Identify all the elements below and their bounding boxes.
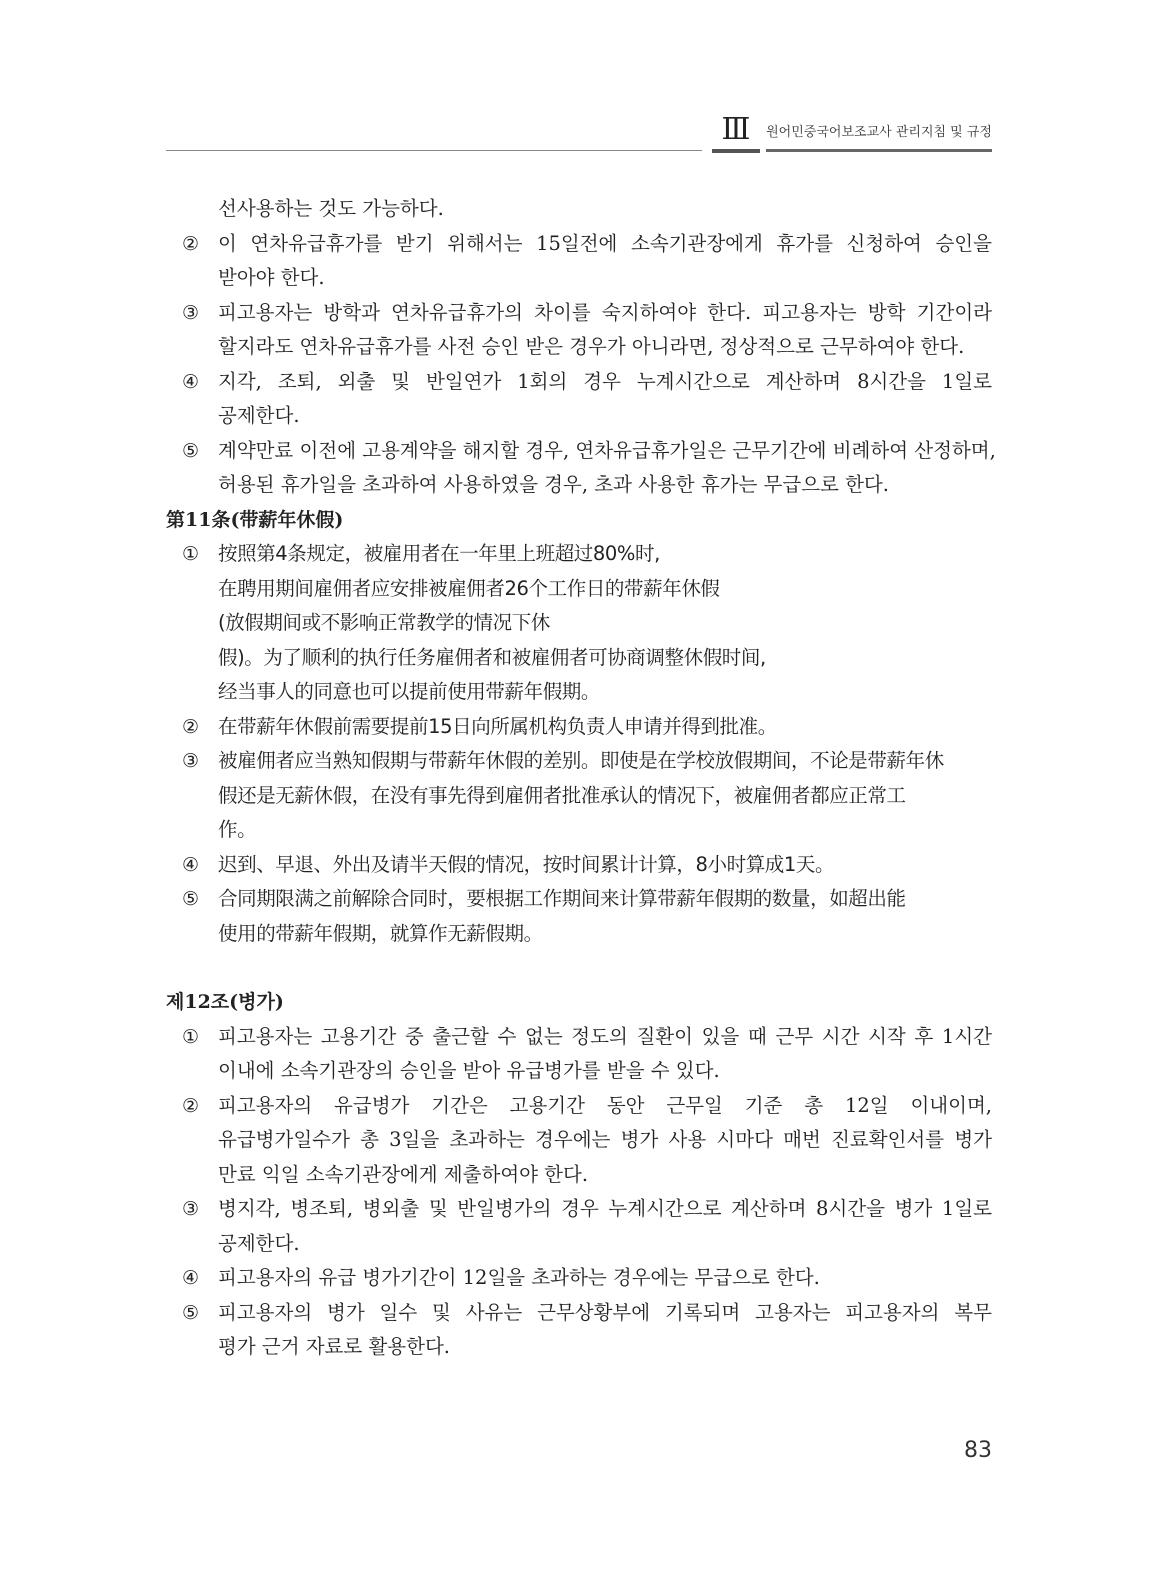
item-text-line: (放假期间或不影响正常教学的情况下休 <box>218 611 550 634</box>
item-number: ④ <box>182 370 200 393</box>
header-rule-right <box>766 149 992 152</box>
item-text-line: 받아야 한다. <box>218 266 325 289</box>
item-text-line: 피고용자의 유급병가 기간은 고용기간 동안 근무일 기준 총 12일 이내이며, <box>218 1093 992 1117</box>
article-11-heading: 第11条(带薪年休假) <box>166 508 344 531</box>
article-10-items <box>166 227 996 503</box>
item-text-line: 按照第4条规定，被雇用者在一年里上班超过80%时, <box>218 542 660 565</box>
item-number: ③ <box>182 301 200 324</box>
item-text-line: 공제한다. <box>218 404 300 427</box>
item-text-line: 作。 <box>218 818 257 841</box>
list-item <box>166 1089 992 1193</box>
page-content <box>166 192 996 1365</box>
page-number: 83 <box>964 1438 992 1463</box>
item-text-line: 공제한다. <box>218 1231 300 1255</box>
item-number: ② <box>182 715 199 738</box>
item-text-line: 허용된 휴가일을 초과하여 사용하였을 경우, 초과 사용한 휴가는 무급으로 한다. <box>218 473 889 496</box>
item-text-line: 피고용자의 병가 일수 및 사유는 근무상황부에 기록되며 고용자는 피고용자의 복무 <box>218 1300 992 1324</box>
intro-line: 선사용하는 것도 가능하다. <box>218 197 444 220</box>
list-item <box>166 537 992 710</box>
item-text-line: 使用的带薪年假期，就算作无薪假期。 <box>218 921 543 945</box>
list-item <box>166 1261 992 1296</box>
list-item <box>166 1192 992 1261</box>
list-item <box>166 744 992 848</box>
item-text-line: 在带薪年休假前需要提前15日向所属机构负责人申请并得到批准。 <box>218 714 777 738</box>
item-number: ⑤ <box>182 1301 200 1324</box>
list-item <box>166 1020 992 1089</box>
list-item <box>166 710 992 745</box>
page-header <box>0 0 1159 160</box>
item-text-line: 병지각, 병조퇴, 병외출 및 반일병가의 경우 누계시간으로 계산하며 8시간을 병가 1일로 <box>218 1197 992 1220</box>
item-text-line: 被雇佣者应当熟知假期与带薪年休假的差别。即使是在学校放假期间，不论是带薪年休 <box>218 749 944 772</box>
item-text-line: 유급병가일수가 총 3일을 초과하는 경우에는 병가 사용 시마다 매번 진료확인서를 병가 <box>218 1128 992 1151</box>
chapter-number: Ⅲ <box>721 112 751 147</box>
item-text-line: 假还是无薪休假，在没有事先得到雇佣者批准承认的情况下，被雇佣者都应正常工 <box>218 783 906 807</box>
item-text-line: 이 연차유급휴가를 받기 위해서는 15일전에 소속기관장에게 휴가를 신청하여 승인을 <box>218 231 992 255</box>
item-number: ④ <box>182 1267 200 1289</box>
item-number: ③ <box>182 750 199 772</box>
item-text-line: 피고용자는 방학과 연차유급휴가의 차이를 숙지하여야 한다. 피고용자는 방학 기간이라 <box>218 300 992 324</box>
chapter-rule <box>712 149 760 153</box>
item-number: ① <box>182 1025 200 1048</box>
item-number: ④ <box>182 853 199 876</box>
item-number: ② <box>182 1094 200 1117</box>
item-number: ⑤ <box>182 439 200 462</box>
header-title: 원어민중국어보조교사 관리지침 및 규정 <box>766 125 992 140</box>
item-text-line: 지각, 조퇴, 외출 및 반일연가 1회의 경우 누계시간으로 계산하며 8시간을 1일로 <box>218 369 992 393</box>
list-item <box>166 434 996 503</box>
item-text-line: 계약만료 이전에 고용계약을 해지할 경우, 연차유급휴가일은 근무기간에 비례하여 산정하며, <box>218 438 996 462</box>
item-text-line: 迟到、早退、外出及请半天假的情况，按时间累计计算，8小时算成1天。 <box>218 852 835 876</box>
list-item <box>166 365 992 434</box>
list-item <box>166 848 992 883</box>
item-number: ⑤ <box>182 888 199 910</box>
item-text-line: 合同期限满之前解除合同时，要根据工作期间来计算带薪年假期的数量，如超出能 <box>218 887 906 910</box>
item-text-line: 在聘用期间雇佣者应安排被雇佣者26个工作日的带薪年休假 <box>218 576 720 600</box>
item-text-line: 피고용자는 고용기간 중 출근할 수 없는 정도의 질환이 있을 때 근무 시간 시작 후 1시간 <box>218 1024 992 1048</box>
article-12-items <box>166 1020 992 1365</box>
article-11-items <box>166 537 992 951</box>
item-number: ① <box>182 543 199 565</box>
item-text-line: 할지라도 연차유급휴가를 사전 승인 받은 경우가 아니라면, 정상적으로 근무하여야 한다. <box>218 335 965 358</box>
article-12-heading: 제12조(병가) <box>166 991 284 1013</box>
item-number: ③ <box>182 1198 200 1220</box>
header-rule-left <box>166 150 702 151</box>
item-text-line: 만료 익일 소속기관장에게 제출하여야 한다. <box>218 1162 589 1186</box>
list-item <box>166 1296 992 1365</box>
item-number: ② <box>182 232 200 255</box>
item-text-line: 经当事人的同意也可以提前使用带薪年假期。 <box>218 680 601 703</box>
list-item <box>166 296 992 365</box>
item-text-line: 이내에 소속기관장의 승인을 받아 유급병가를 받을 수 있다. <box>218 1059 720 1082</box>
item-text-line: 假)。为了顺利的执行任务雇佣者和被雇佣者可协商调整休假时间, <box>218 645 766 669</box>
list-item <box>166 882 992 951</box>
item-text-line: 피고용자의 유급 병가기간이 12일을 초과하는 경우에는 무급으로 한다. <box>218 1266 820 1289</box>
item-text-line: 평가 근거 자료로 활용한다. <box>218 1335 451 1358</box>
list-item <box>166 227 992 296</box>
